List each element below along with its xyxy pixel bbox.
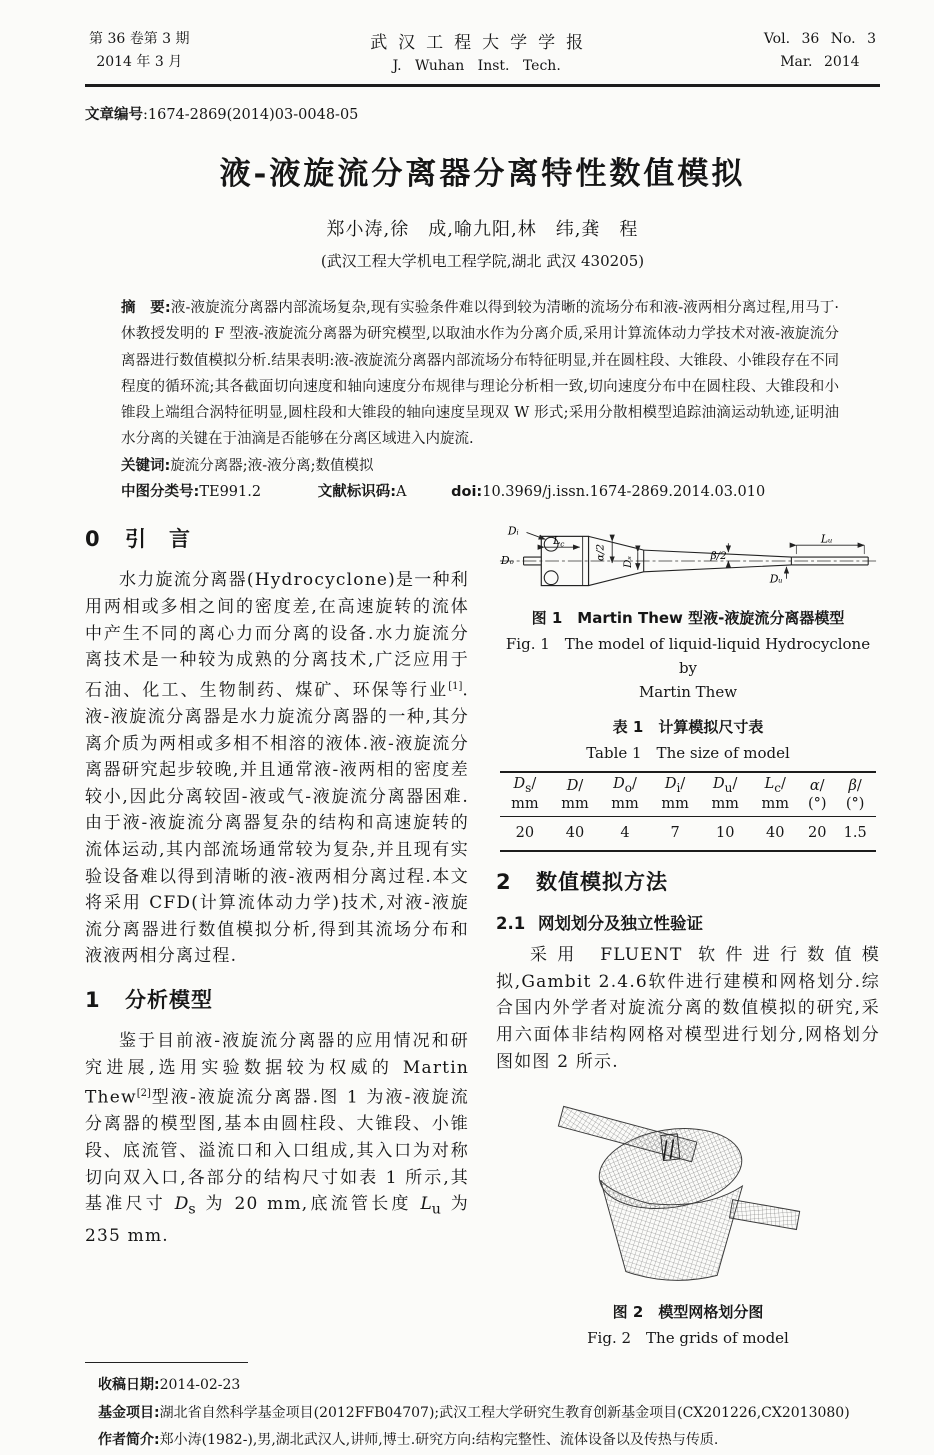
doi-value: 10.3969/j.issn.1674-2869.2014.03.010 [482, 484, 766, 501]
col-header-D: D/ [566, 777, 584, 794]
figure-1-caption-en-line1: Fig. 1 The model of liquid-liquid Hydrocyclone by [505, 635, 871, 678]
doc-code-label: 文献标识码: [317, 484, 397, 501]
figure-2-caption-cn: 图 2 模型网格划分图 [612, 1303, 764, 1322]
header-volume-issue-cn [89, 28, 190, 74]
keywords-label: 关键词: [121, 457, 171, 474]
hydrocyclone-schematic [496, 523, 880, 595]
col-header-beta: β/ [848, 777, 862, 794]
label-Lu: Lᵤ [820, 532, 833, 546]
author-bio-label: 作者简介: [98, 1432, 160, 1449]
abstract-text: 液-液旋流分离器内部流场复杂,现有实验条件难以得到较为清晰的流场分布和液-液两相分离过程,用马丁·休教授发明的 F 型液-液旋流分离器为研究模型,以取油水作为分离介质,采用计算流体动力学技术对液-液旋流分离器进行数值模拟分析.结果表明:液-液旋流分离器内部流场分布特征明显,并在圆柱段、大锥段、小锥段存在不同程度的循环流;其各截面切向速度和轴向速度分布规律与理论分析相一致,切向速度分布中在圆柱段、大锥段和小锥段上端组合涡特征明显,圆柱段和大锥段的轴向速度呈现双 W 形式;采用分散相模型追踪油滴运动轨迹,证明油水分离的关键在于油滴是否能够在分离区域进入内旋流. [121, 300, 839, 448]
date-en: Mar. 2014 [780, 54, 860, 70]
article-number-label: 文章编号 [85, 107, 143, 123]
side-pipe-mesh [729, 1200, 799, 1230]
table-1 [500, 771, 876, 852]
section-0-paragraph: 水力旋流分离器(Hydrocyclone)是一种利用两相或多相之间的密度差,在高速旋转的流体中产生不同的离心力而分离的设备.水力旋流分离技术是一种较为成熟的分离技术,广泛应用于石油、化工、生物制药、煤矿、环保等行业[1].液-液旋流分离器是水力旋流分离器的一种,其分离介质为两相或多相不相溶的液体.液-液旋流分离器研究起步较晚,并且通常液-液两相的密度差较小,因此分离较固-液或气-液旋流分离器困难.由于液-液旋流分离器复杂的结构和高速旋转的流体运动,其内部流场通常较为复杂,并且现有实验设备难以得到清晰的液-液两相分离过程.本文将采用 CFD(计算流体动力学)技术,对液-液旋流分离器进行数值模拟分析,得到其流场分布和液液两相分离过程. [85, 570, 469, 967]
funding-value: 湖北省自然科学基金项目(2012FFB04707);武汉工程大学研究生教育创新基金项目(CX201226,CX2013080) [159, 1404, 850, 1421]
journal-title-cn: 武汉工程大学学报 [370, 33, 595, 53]
col-header-Ds: $D_s/$ [513, 776, 537, 796]
section-2-heading [496, 866, 880, 896]
received-date-label: 收稿日期: [98, 1377, 160, 1394]
col-header-alpha: α/ [809, 777, 825, 794]
label-Do: Dₒ [500, 554, 514, 568]
funding-label: 基金项目: [98, 1404, 160, 1421]
section-2-1-paragraph: 采用 FLUENT 软件进行数值模拟,Gambit 2.4.6软件进行建模和网格划分.综合国内外学者对旋流分离的数值模拟的研究,采用六面体非结构网格对模型进行划分,网格划分图如图 2 所示. [496, 945, 880, 1072]
article-number-value: :1674-2869(2014)03-0048-05 [143, 107, 359, 123]
section-1-number: 1 [85, 987, 101, 1012]
author-bio-value: 郑小涛(1982-),男,湖北武汉人,讲师,博士.研究方向:结构完整性、流体设备以及传热与传质. [159, 1432, 719, 1449]
section-1-paragraph: 鉴于目前液-液旋流分离器的应用情况和研究进展,选用实验数据较为权威的 Martin Thew[2]型液-液旋流分离器.图 1 为液-液旋流分离器的模型图,基本由圆柱段、大锥段、小锥段、底流管、溢流口和入口组成,其入口为对称切向双入口,各部分的结构尺寸如表 1 所示,其基准尺寸 $D_s$ 为 20 mm,底流管长度 $L_u$ 为 235 mm. [85, 1030, 469, 1247]
label-Ds: Dₛ [621, 556, 634, 569]
abstract [121, 295, 839, 453]
paper-title: 液-液旋流分离器分离特性数值模拟 [219, 156, 746, 192]
table-1-values-row: 20 40 4 7 10 40 20 1.5 [515, 825, 867, 842]
clc-line [121, 479, 839, 505]
footnote-block [85, 1362, 880, 1455]
author-bio-line [85, 1427, 880, 1455]
funding-line [85, 1400, 880, 1428]
received-date-line [85, 1372, 880, 1400]
clc-item [121, 484, 261, 500]
header-volume-issue-en [764, 28, 876, 74]
journal-title-en: J. Wuhan Inst. Tech. [392, 58, 561, 74]
table-1-units-row: mm mm mm mm mm mm (°) (°) [500, 795, 876, 817]
section-1-heading [85, 984, 469, 1014]
doi-label: doi: [451, 484, 483, 501]
label-alpha-half: α/2 [594, 544, 607, 562]
journal-title [359, 28, 594, 74]
authors: 郑小涛,徐 成,喻九阳,林 纬,龚 程 [326, 219, 639, 240]
section-0-number: 0 [85, 527, 101, 552]
abstract-label: 摘 要: [121, 300, 171, 316]
mesh-model-image [552, 1085, 824, 1289]
clc-label: 中图分类号: [121, 484, 200, 501]
figure-2-caption-en: Fig. 2 The grids of model [587, 1329, 789, 1348]
section-2-1-heading [496, 910, 880, 934]
figure-1-caption-en [496, 632, 880, 704]
abstract-block [121, 295, 839, 505]
doi-item [451, 484, 765, 500]
keywords-text: 旋流分离器;液-液分离;数值模拟 [170, 457, 374, 474]
label-beta-half: β/2 [710, 550, 727, 563]
figure-1-caption-en-line2: Martin Thew [638, 683, 738, 702]
date-cn: 2014 年 3 月 [96, 54, 183, 70]
table-1-symbol-row [500, 772, 876, 795]
col-header-Du: $D_u/$ [713, 776, 738, 796]
section-2-title: 数值模拟方法 [536, 870, 668, 895]
inlet-bottom [544, 571, 558, 585]
volume-issue-en: Vol. 36 No. 3 [763, 31, 876, 47]
doc-code-item [318, 484, 407, 500]
journal-header [85, 22, 880, 87]
section-2-1-number: 2.1 [496, 914, 526, 934]
label-Di: Dᵢ [507, 524, 519, 538]
volume-issue-cn: 第 36 卷第 3 期 [89, 31, 190, 47]
label-Du: Dᵤ [769, 573, 783, 587]
section-1-title: 分析模型 [125, 987, 213, 1012]
received-date-value: 2014-02-23 [159, 1377, 241, 1394]
col-header-Lc: $L_c/$ [764, 776, 786, 796]
figure-1 [496, 523, 880, 704]
right-column [496, 521, 880, 1350]
affiliation: (武汉工程大学机电工程学院,湖北 武汉 430205) [320, 252, 645, 270]
table-1-title-en: Table 1 The size of model [586, 744, 790, 763]
section-2-number: 2 [496, 870, 512, 895]
figure-2 [496, 1085, 880, 1350]
two-column-body [85, 521, 880, 1350]
footnote-separator [85, 1362, 248, 1363]
keywords-line [121, 453, 839, 479]
table-1-title-cn: 表 1 计算模拟尺寸表 [612, 718, 764, 737]
label-Lc: $L_c$ [553, 534, 565, 550]
col-header-Di: $D_i/$ [664, 776, 686, 796]
clc-value: TE991.2 [199, 484, 262, 501]
section-0-title: 引 言 [125, 527, 191, 552]
article-number-line [85, 103, 880, 124]
col-header-Do: $D_o/$ [613, 776, 637, 796]
section-2-1-title: 网划划分及独立性验证 [538, 914, 703, 934]
left-column [85, 521, 469, 1350]
section-0-heading [85, 523, 469, 553]
doc-code-value: A [396, 484, 407, 501]
figure-1-caption-cn: 图 1 Martin Thew 型液-液旋流分离器模型 [531, 609, 845, 628]
